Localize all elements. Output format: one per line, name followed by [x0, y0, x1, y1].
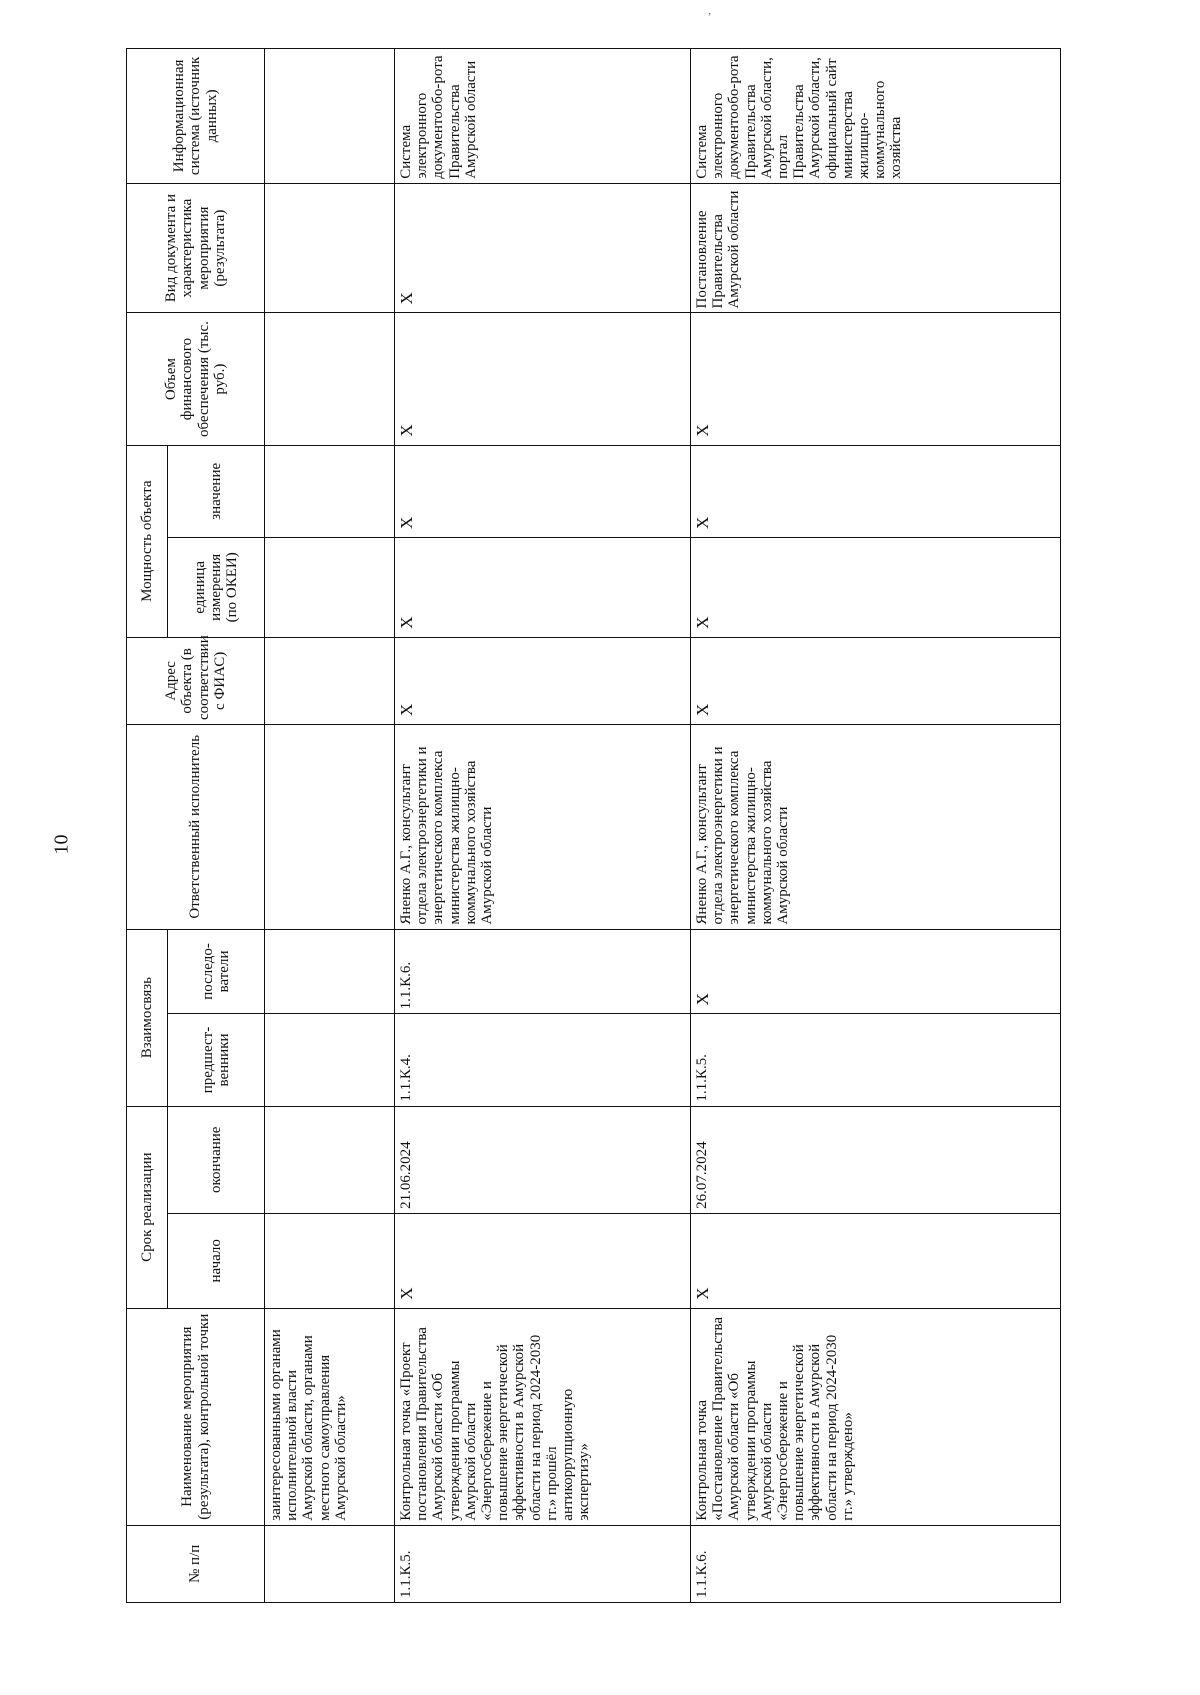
table-row: [265, 49, 395, 1603]
table-row: [395, 49, 691, 1603]
cell-doc: Х: [395, 183, 691, 313]
cell-succ: [265, 929, 395, 1014]
header-info-system: Информационная система (источник данных): [127, 49, 265, 184]
cell-num: 1.1.К.6.: [691, 1525, 1061, 1602]
header-successors: последо-ватели: [168, 929, 265, 1014]
header-name: Наименование мероприятия (результата), контрольной точки: [127, 1308, 265, 1525]
cell-addr: [265, 637, 395, 724]
header-link: Взаимосвязь: [127, 929, 168, 1106]
cell-value: Х: [395, 445, 691, 537]
plan-table: [126, 48, 1061, 1603]
cell-start: Х: [691, 1213, 1061, 1308]
cell-finance: [265, 313, 395, 445]
cell-num: 1.1.К.5.: [395, 1525, 691, 1602]
cell-finance: Х: [395, 313, 691, 445]
scan-mark: ʼ: [708, 12, 712, 23]
cell-unit: [265, 537, 395, 637]
cell-unit: Х: [691, 537, 1061, 637]
cell-value: Х: [691, 445, 1061, 537]
header-period: Срок реализации: [127, 1106, 168, 1308]
cell-name: заинтересованными органами исполнительной власти Амурской области, органами местного самоуправления Амурской области»: [265, 1308, 395, 1525]
header-end: окончание: [168, 1106, 265, 1213]
header-finance: Объем финансового обеспечения (тыс. руб.): [127, 313, 265, 445]
cell-start: Х: [395, 1213, 691, 1308]
header-capacity: Мощность объекта: [127, 445, 168, 637]
header-predecessors: предшест-венники: [168, 1014, 265, 1106]
cell-start: [265, 1213, 395, 1308]
rotated-table-container: [126, 48, 1066, 1603]
cell-pred: 1.1.К.4.: [395, 1014, 691, 1106]
header-responsible: Ответственный исполнитель: [127, 725, 265, 930]
cell-resp: Яненко А.Г., консультант отдела электроэнергетики и энергетического комплекса министерства жилищно-коммунального хозяйства Амурской области: [691, 725, 1061, 930]
header-value: значение: [168, 445, 265, 537]
table-row: [691, 49, 1061, 1603]
cell-finance: Х: [691, 313, 1061, 445]
header-document: Вид документа и характеристика мероприятия (результата): [127, 183, 265, 313]
cell-doc: Постановление Правительства Амурской области: [691, 183, 1061, 313]
cell-info: Система электронного документообо-рота Правительства Амурской области: [395, 49, 691, 184]
header-unit: единица измерения (по ОКЕИ): [168, 537, 265, 637]
cell-num: [265, 1525, 395, 1602]
cell-name: Контрольная точка «Постановление Правительства Амурской области «Об утверждении программы Амурской области «Энергосбережение и повышение энергетической эффективности в Амурской области на период 2024-2030 гг.» утверждено»: [691, 1308, 1061, 1525]
cell-addr: Х: [691, 637, 1061, 724]
cell-end: [265, 1106, 395, 1213]
cell-info: [265, 49, 395, 184]
cell-pred: [265, 1014, 395, 1106]
cell-resp: [265, 725, 395, 930]
cell-name: Контрольная точка «Проект постановления Правительства Амурской области «Об утверждении программы Амурской области «Энергосбережение и повышение энергетической эффективности в Амурской области на период 2024-2030 гг.» прошёл антикоррупционную экспертизу»: [395, 1308, 691, 1525]
header-row-top: [127, 49, 168, 1603]
cell-end: 26.07.2024: [691, 1106, 1061, 1213]
cell-end: 21.06.2024: [395, 1106, 691, 1213]
cell-addr: Х: [395, 637, 691, 724]
header-address: Адрес объекта (в соответствии с ФИАС): [127, 637, 265, 724]
cell-doc: [265, 183, 395, 313]
cell-info: Система электронного документообо-рота Правительства Амурской области, портал Правительства Амурской области, официальный сайт министерства жилищно-коммунального хозяйства: [691, 49, 1061, 184]
cell-resp: Яненко А.Г., консультант отдела электроэнергетики и энергетического комплекса министерства жилищно-коммунального хозяйства Амурской области: [395, 725, 691, 930]
cell-succ: 1.1.К.6.: [395, 929, 691, 1014]
page-number: 10: [50, 834, 73, 855]
header-start: начало: [168, 1213, 265, 1308]
cell-succ: Х: [691, 929, 1061, 1014]
cell-value: [265, 445, 395, 537]
cell-unit: Х: [395, 537, 691, 637]
cell-pred: 1.1.К.5.: [691, 1014, 1061, 1106]
header-num: № п/п: [127, 1525, 265, 1602]
